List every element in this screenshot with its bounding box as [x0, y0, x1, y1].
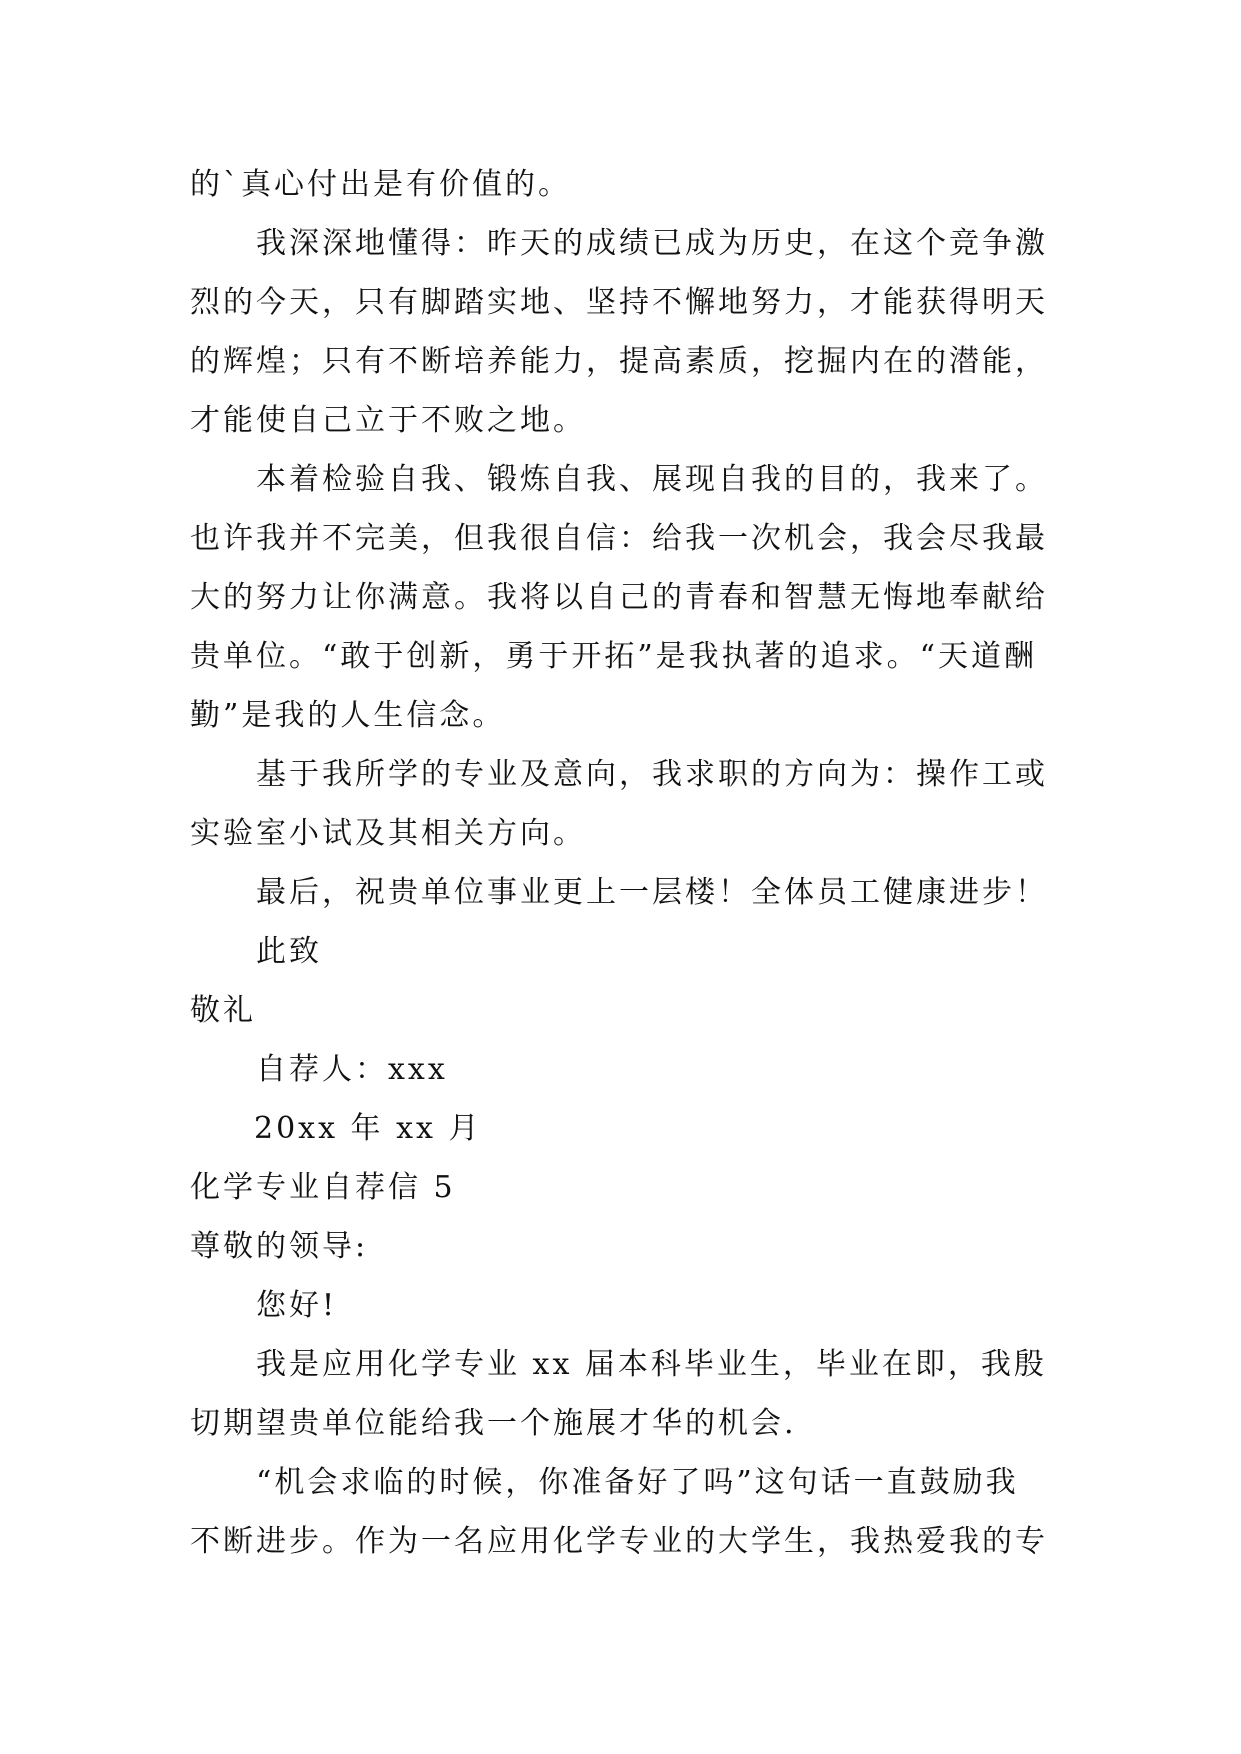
text-line: 的`真心付出是有价值的。 — [190, 167, 571, 202]
salutation: 尊敬的领导: — [190, 1229, 369, 1264]
section-title: 化学专业自荐信 5 — [190, 1170, 456, 1205]
text-line: “机会求临的时候，你准备好了吗”这句话一直鼓励我 — [256, 1465, 1019, 1500]
closing-salutation: 敬礼 — [190, 993, 256, 1028]
greeting: 您好! — [256, 1288, 338, 1323]
text-line: 基于我所学的专业及意向，我求职的方向为：操作工或 — [256, 757, 1048, 792]
text-line: 切期望贵单位能给我一个施展才华的机会. — [190, 1406, 797, 1441]
text-line: 也许我并不完美，但我很自信：给我一次机会，我会尽我最 — [190, 521, 1048, 556]
closing-phrase: 此致 — [256, 934, 322, 969]
text-line: 不断进步。作为一名应用化学专业的大学生，我热爱我的专 — [190, 1524, 1048, 1559]
text-line: 大的努力让你满意。我将以自己的青春和智慧无悔地奉献给 — [190, 580, 1048, 615]
text-line: 贵单位。“敢于创新，勇于开拓”是我执著的追求。“天道酬 — [190, 639, 1038, 674]
text-line: 我深深地懂得：昨天的成绩已成为历史，在这个竞争激 — [256, 226, 1048, 261]
text-line: 最后，祝贵单位事业更上一层楼！全体员工健康进步！ — [256, 875, 1048, 910]
text-line: 的辉煌；只有不断培养能力，提高素质，挖掘内在的潜能， — [190, 344, 1048, 379]
text-line: 才能使自己立于不败之地。 — [190, 403, 586, 438]
date-line: 20xx 年 xx 月 — [254, 1111, 482, 1146]
document-page — [190, 155, 1070, 1571]
text-line: 我是应用化学专业 xx 届本科毕业生，毕业在即，我殷 — [256, 1347, 1047, 1382]
text-line: 勤”是我的人生信念。 — [190, 698, 506, 733]
text-line: 本着检验自我、锻炼自我、展现自我的目的，我来了。 — [256, 462, 1048, 497]
text-line: 实验室小试及其相关方向。 — [190, 816, 586, 851]
text-line: 烈的今天，只有脚踏实地、坚持不懈地努力，才能获得明天 — [190, 285, 1048, 320]
signature-line: 自荐人：xxx — [256, 1052, 448, 1087]
